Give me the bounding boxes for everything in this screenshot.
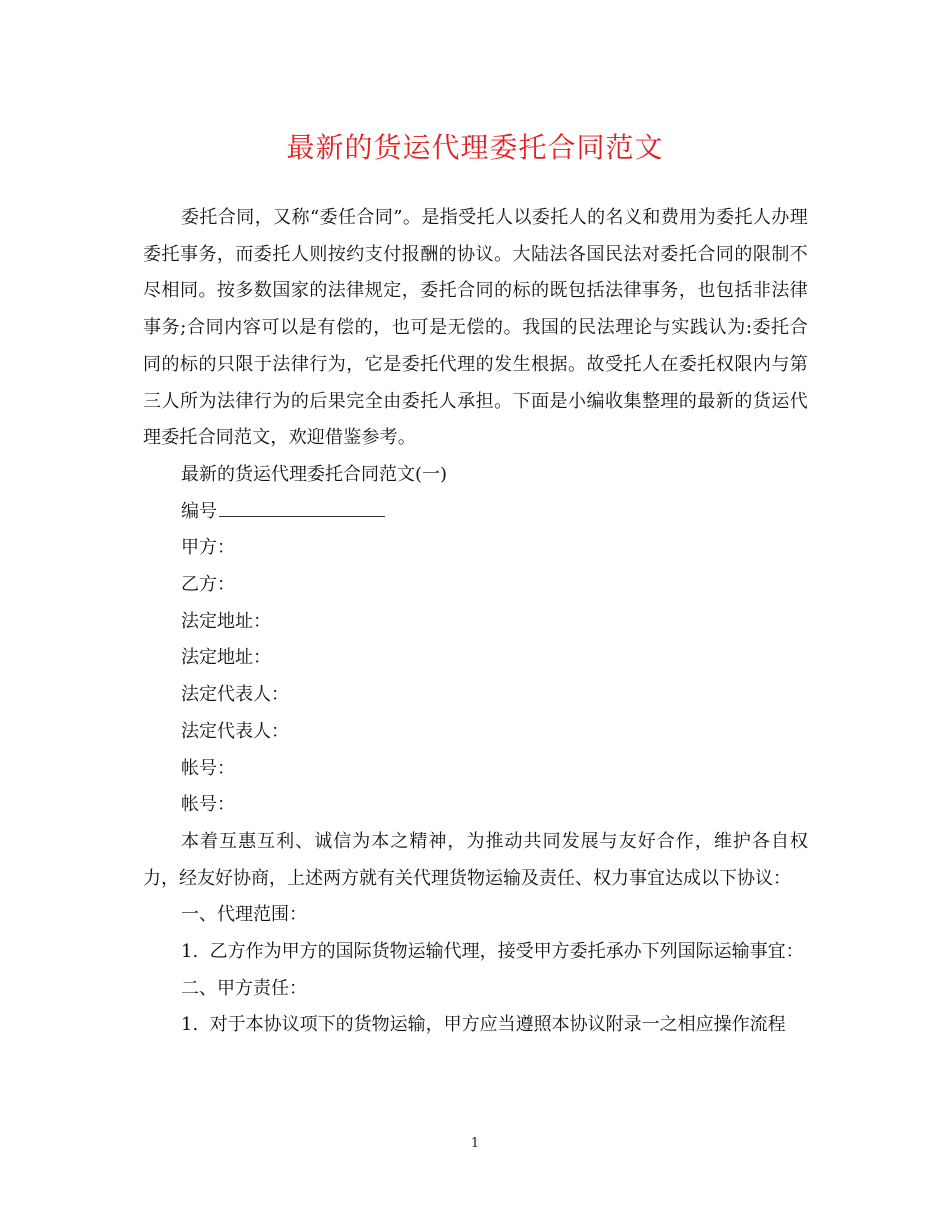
field-legal-rep-b: 法定代表人： [181,720,289,742]
field-legal-rep-a: 法定代表人： [181,684,289,706]
document-body [143,200,808,1044]
section-2-item-1: 1. 对于本协议项下的货物运输，甲方应当遵照本协议附录一之相应操作流程 [181,1014,786,1036]
section-1-item-1: 1. 乙方作为甲方的国际货物运输代理，接受甲方委托承办下列国际运输事宜： [181,941,804,963]
field-party-a: 甲方： [181,537,235,559]
intro-paragraph: 委托合同，又称“委任合同”。是指受托人以委托人的名义和费用为委托人办理委托事务，而委托人则按约支付报酬的协议。大陆法各国民法对委托合同的限制不尽相同。按多数国家的法律规定，委托合同的标的既包括法律事务，也包括非法律事务;合同内容可以是有偿的，也可是无偿的。我国的民法理论与实践认为:委托合同的标的只限于法律行为，它是委托代理的发生根据。故受托人在委托权限内与第三人所为法律行为的后果完全由委托人承担。下面是小编收集整理的最新的货运代理委托合同范文，欢迎借鉴参考。 [143,207,808,449]
number-label: 编号 [181,500,217,522]
document-title: 最新的货运代理委托合同范文 [286,131,664,164]
number-blank-field [219,498,385,517]
contract-subtitle: 最新的货运代理委托合同范文(一) [181,463,448,485]
field-party-b: 乙方： [181,574,235,596]
section-1-heading: 一、代理范围： [181,904,307,926]
field-account-a: 帐号： [181,757,235,779]
page-number: 1 [470,1136,480,1151]
field-legal-address-b: 法定地址： [181,647,271,669]
number-line [143,494,808,531]
field-account-b: 帐号： [181,794,235,816]
section-2-heading: 二、甲方责任： [181,977,307,999]
agreement-intro: 本着互惠互利、诚信为本之精神，为推动共同发展与友好合作，维护各自权力，经友好协商，上述两方就有关代理货物运输及责任、权力事宜达成以下协议： [143,830,808,889]
field-legal-address-a: 法定地址： [181,610,271,632]
